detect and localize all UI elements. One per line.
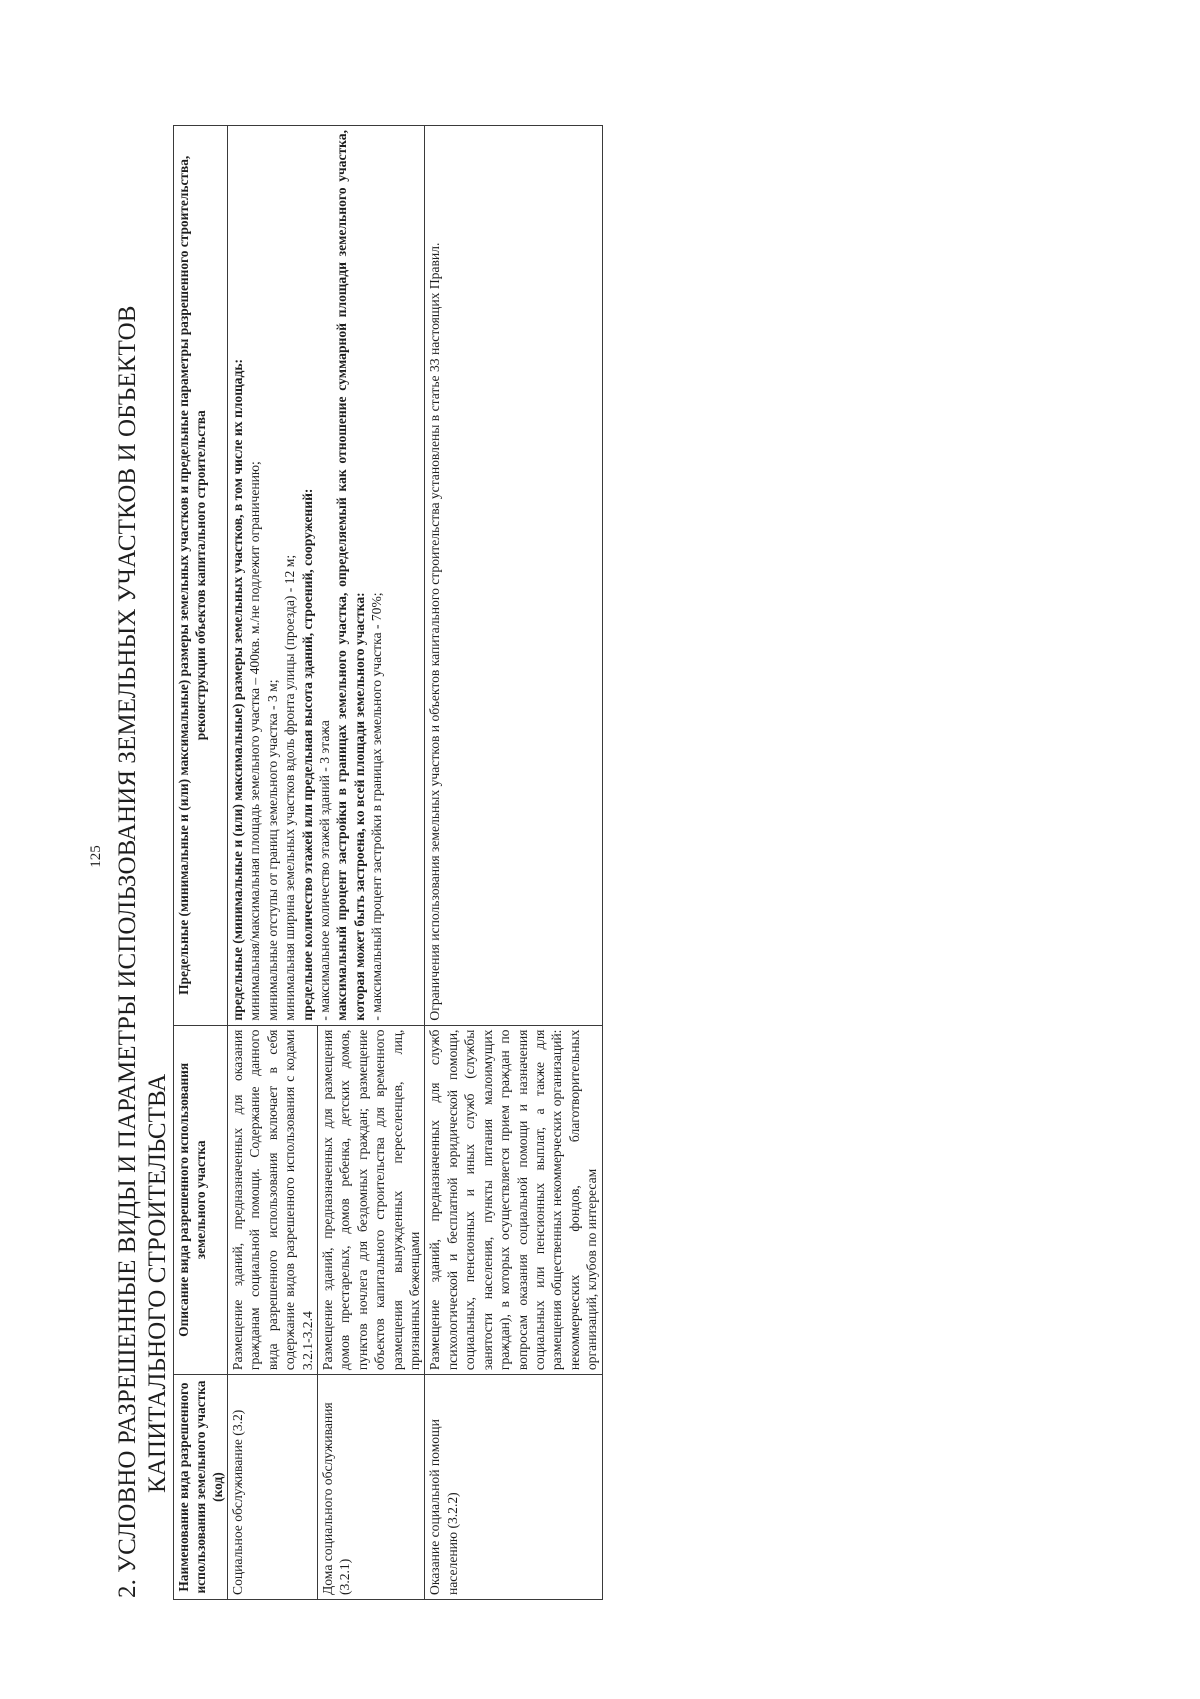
param-line: минимальная ширина земельных участков вдоль фронта улицы (проезда) - 12 м;	[282, 554, 298, 1021]
row-params	[228, 126, 425, 1026]
title-line-1: 2. УСЛОВНО РАЗРЕШЕННЫЕ ВИДЫ И ПАРАМЕТРЫ ИСПОЛЬЗОВАНИЯ ЗЕМЕЛЬНЫХ УЧАСТКОВ И ОБЪЕКТОВ	[114, 305, 141, 1598]
row-description: Размещение зданий, предназначенных для служб психологической и бесплатной юридической помощи, социальных, пенсионных и иных служб (службы занятости населения, пункты питания малоимущих граждан), в которых осуществляется прием граждан по вопросам оказания социальной помощи и назначения социальных или пенсионных выплат, а также для размещения общественных некоммерческих организаций: некоммерческих фондов, благотворительных организаций, клубов по интересам	[425, 1025, 602, 1375]
param-line: минимальные отступы от границ земельного участка - 3 м;	[264, 679, 280, 1021]
header-description: Описание вида разрешенного использования земельного участка	[174, 1025, 228, 1375]
row-name: Оказание социальной помощи населению (3.2.2)	[425, 1375, 602, 1600]
rotated-page	[105, 112, 1200, 1612]
permitted-uses-table	[173, 125, 603, 1600]
header-params: Предельные (минимальные и (или) максимальные) размеры земельных участков и предельные параметры разрешенного строительства, реконструкции объектов капитального строительства	[174, 126, 228, 1026]
table-header-row	[174, 126, 228, 1600]
param-line: предельное количество этажей или предельная высота зданий, строений, сооружений:	[299, 488, 315, 1021]
param-line: - максимальное количество этажей зданий - 3 этажа	[317, 720, 333, 1021]
param-line: минимальная/максимальная площадь земельного участка – 400кв. м./не подлежит ограничению;	[247, 461, 263, 1021]
row-description: Размещение зданий, предназначенных для размещения домов престарелых, домов ребенка, детских домов, пунктов ночлега для бездомных граждан; размещение объектов капитального строительства для временного размещения вынужденных переселенцев, лиц, признанных беженцами	[318, 1025, 425, 1375]
table-row	[228, 126, 318, 1600]
param-line: предельные (минимальные и (или) максимальные) размеры земельных участков, в том числе их площадь:	[230, 358, 245, 1021]
param-line: Ограничения использования земельных участков и объектов капитального строительства установлены в статье 33 настоящих Правил.	[427, 242, 443, 1021]
table-row	[425, 126, 602, 1600]
title-line-2: КАПИТАЛЬНОГО СТРОИТЕЛЬСТВА	[144, 1073, 171, 1493]
param-line: максимальный процент застройки в границах земельного участка, определяемый как отношение суммарной площади земельного участка, которая может быть застроена, ко всей площади земельного участка:	[334, 130, 367, 1021]
row-description: Размещение зданий, предназначенных для оказания гражданам социальной помощи. Содержание данного вида разрешенного использования включает в себя содержание видов разрешенного использования с кодами 3.2.1-3.2.4	[228, 1025, 318, 1375]
section-title	[105, 112, 177, 1612]
row-name: Социальное обслуживание (3.2)	[228, 1375, 318, 1600]
row-params	[425, 126, 602, 1026]
row-name: Дома социального обслуживания (3.2.1)	[318, 1375, 425, 1600]
page-number: 125	[87, 845, 104, 868]
param-line: - максимальный процент застройки в границах земельного участка - 70%;	[369, 592, 385, 1021]
header-name: Наименование вида разрешенного использования земельного участка (код)	[174, 1375, 228, 1600]
